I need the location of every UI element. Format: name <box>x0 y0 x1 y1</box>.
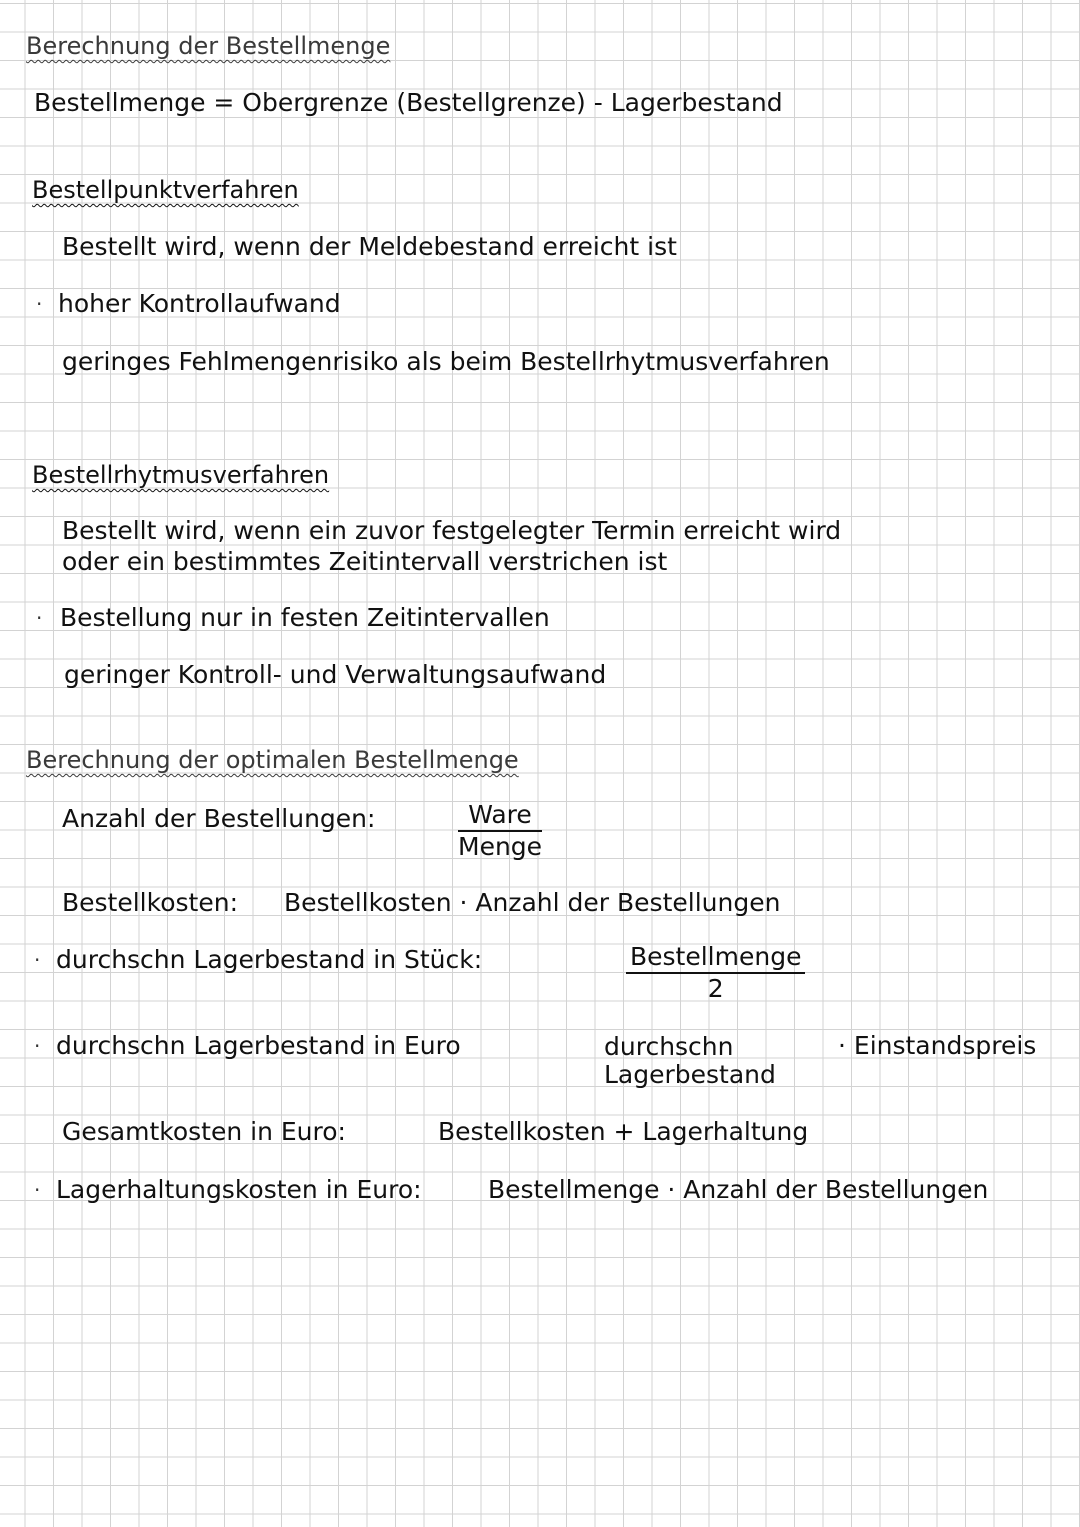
anzahl-fraction <box>458 800 542 862</box>
heading-bestellpunkt: Bestellpunktverfahren <box>32 176 299 204</box>
bullet-dot: · <box>34 1178 41 1202</box>
kosten-label: Bestellkosten: <box>62 888 238 917</box>
bullet-dot: · <box>36 606 43 630</box>
formula-bestellmenge: Bestellmenge = Obergrenze (Bestellgrenze) - Lagerbestand <box>34 88 783 117</box>
gesamt-label: Gesamtkosten in Euro: <box>62 1117 346 1146</box>
euro-value-line-1: durchschn <box>604 1032 734 1061</box>
anzahl-label: Anzahl der Bestellungen: <box>62 804 376 833</box>
heading-bestellrhythmus: Bestellrhytmusverfahren <box>32 461 330 489</box>
euro-label: durchschn Lagerbestand in Euro <box>56 1031 461 1060</box>
bullet-dot: · <box>36 292 43 316</box>
euro-value-factor: · Einstandspreis <box>838 1031 1037 1060</box>
stueck-label: durchschn Lagerbestand in Stück: <box>56 945 483 974</box>
gesamt-value: Bestellkosten + Lagerhaltung <box>438 1117 809 1146</box>
lager-value: Bestellmenge · Anzahl der Bestellungen <box>488 1175 989 1204</box>
anzahl-numerator: Ware <box>458 800 542 832</box>
bestellrhythmus-line-2: Bestellung nur in festen Zeitintervallen <box>60 603 550 632</box>
bestellrhythmus-line-1b: oder ein bestimmtes Zeitintervall verstrichen ist <box>62 547 668 576</box>
bestellpunkt-line-3: geringes Fehlmengenrisiko als beim Bestellrhytmusverfahren <box>62 347 830 376</box>
bullet-dot: · <box>34 948 41 972</box>
euro-value-line-2: Lagerbestand <box>604 1059 776 1089</box>
stueck-fraction <box>626 942 805 1004</box>
stueck-numerator: Bestellmenge <box>626 942 805 974</box>
heading-berechnung: Berechnung der Bestellmenge <box>26 32 391 60</box>
heading-optimal: Berechnung der optimalen Bestellmenge <box>26 746 519 774</box>
bestellpunkt-line-1: Bestellt wird, wenn der Meldebestand erreicht ist <box>62 232 677 261</box>
euro-value-stack <box>604 1033 776 1088</box>
bestellrhythmus-line-3: geringer Kontroll- und Verwaltungsaufwand <box>64 660 607 689</box>
stueck-denominator: 2 <box>707 974 724 1003</box>
anzahl-denominator: Menge <box>458 832 543 861</box>
kosten-value: Bestellkosten · Anzahl der Bestellungen <box>284 888 781 917</box>
lager-label: Lagerhaltungskosten in Euro: <box>56 1175 422 1204</box>
bestellrhythmus-line-1a: Bestellt wird, wenn ein zuvor festgelegter Termin erreicht wird <box>62 516 842 545</box>
bestellpunkt-line-2: hoher Kontrollaufwand <box>58 289 341 318</box>
bullet-dot: · <box>34 1034 41 1058</box>
